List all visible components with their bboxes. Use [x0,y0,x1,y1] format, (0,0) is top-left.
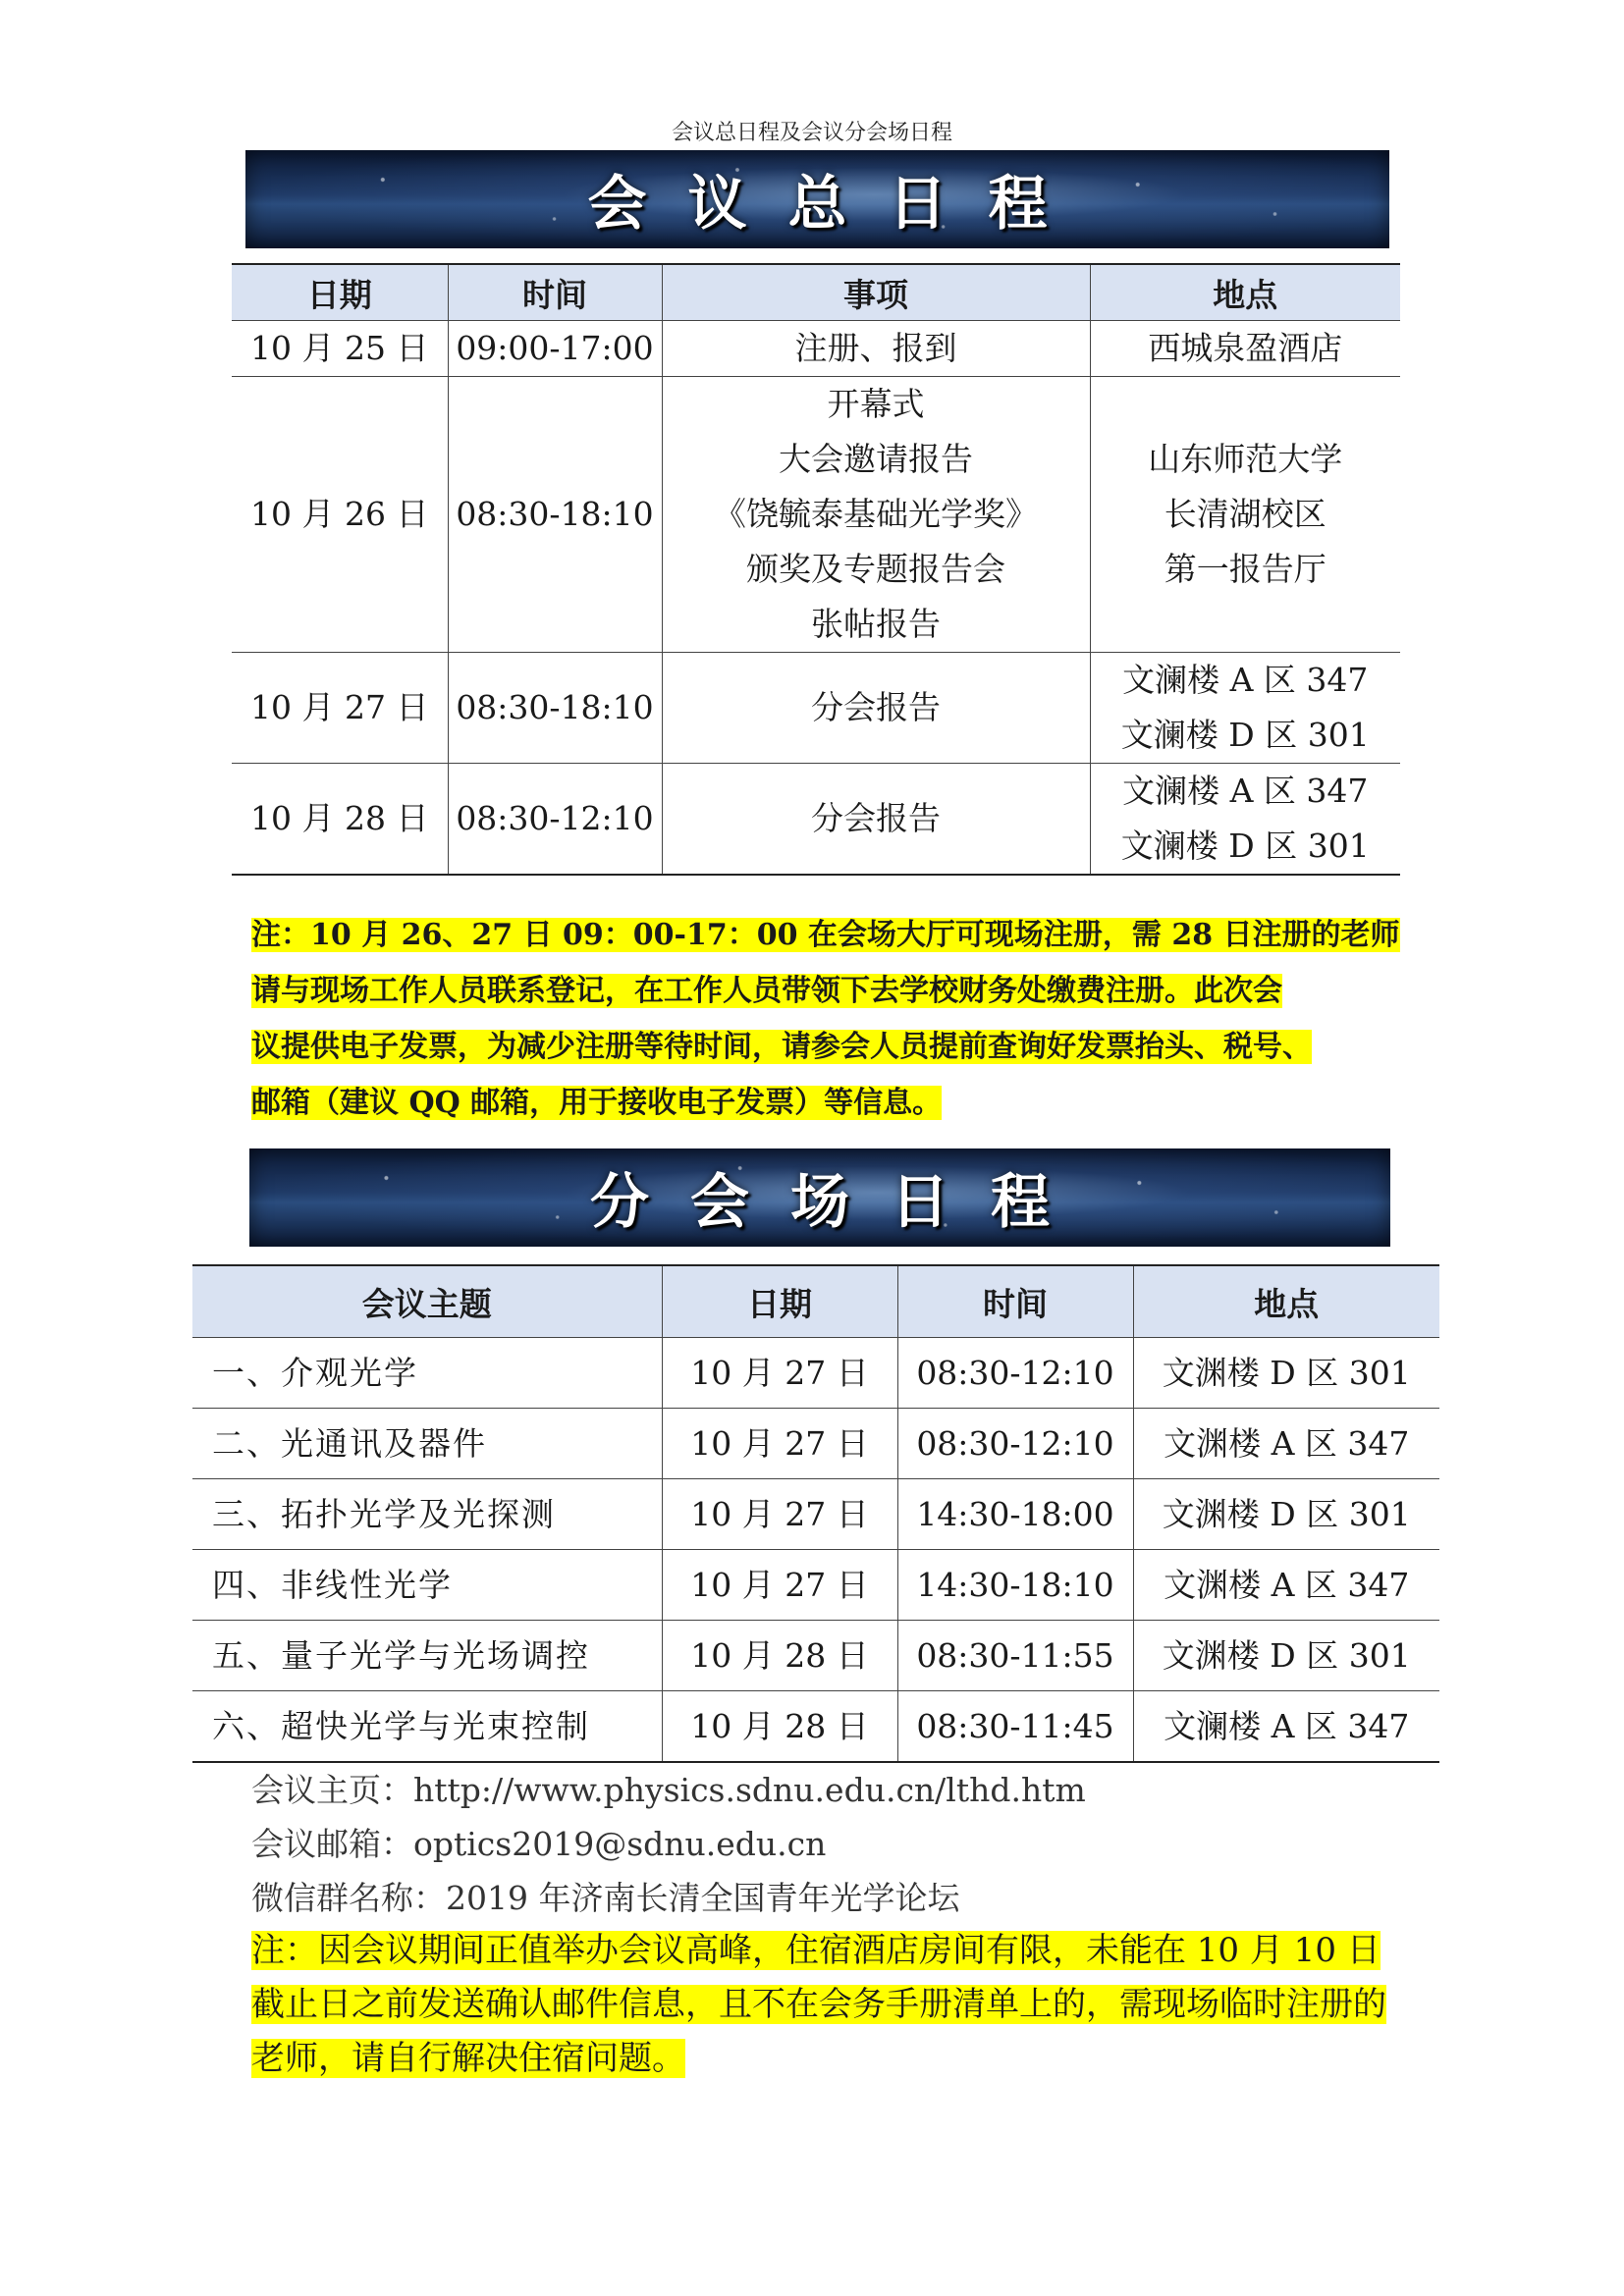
location-line: 文澜楼 D 区 301 [1120,827,1370,865]
column-header: 地点 [1133,1265,1439,1338]
location-line: 长清湖校区 [1164,495,1326,533]
column-header: 日期 [662,1265,897,1338]
location-line: 第一报告厅 [1164,550,1326,588]
homepage-line: 会议主页：http://www.physics.sdnu.edu.cn/lthd.htm [251,1771,1086,1809]
event-line: 张帖报告 [811,605,941,643]
banner-session-schedule [249,1148,1390,1247]
topic-cell: 四、非线性光学 [192,1550,662,1621]
note-text: 注：因会议期间正值举办会议高峰，住宿酒店房间有限，未能在 10 月 10 日截止日之前发送确认邮件信息，且不在会务手册清单上的，需现场临时注册的老师，请自行解决住宿问题。 [251,1931,1386,2078]
email-line: 会议邮箱：optics2019@sdnu.edu.cn [251,1825,827,1863]
column-header: 时间 [897,1265,1133,1338]
banner-title: 分会场日程 [590,1168,1091,1237]
time-cell: 14:30-18:10 [897,1550,1133,1621]
location-cell [1090,653,1400,764]
topic-cell: 六、超快光学与光束控制 [192,1691,662,1763]
table-header-row [232,264,1400,321]
table-row [192,1550,1439,1621]
location-line: 文澜楼 A 区 347 [1122,661,1369,699]
location-cell: 文渊楼 D 区 301 [1133,1621,1439,1691]
date-cell: 10 月 28 日 [662,1621,897,1691]
location-line: 西城泉盈酒店 [1148,329,1343,367]
date-cell: 10 月 27 日 [662,1409,897,1479]
date-cell: 10 月 27 日 [662,1550,897,1621]
table-row [232,764,1400,876]
location-line: 文澜楼 A 区 347 [1122,772,1369,810]
date-cell: 10 月 25 日 [232,321,448,377]
event-line: 分会报告 [811,799,941,837]
table-row [232,653,1400,764]
table-row [192,1621,1439,1691]
column-header: 日期 [232,264,448,321]
event-cell [662,321,1090,377]
event-cell [662,377,1090,653]
date-cell: 10 月 28 日 [662,1691,897,1763]
time-cell: 08:30-18:10 [448,377,662,653]
date-cell: 10 月 28 日 [232,764,448,876]
location-cell: 文渊楼 D 区 301 [1133,1338,1439,1409]
banner-title: 会议总日程 [587,170,1089,239]
note-line: 注：10 月 26、27 日 09：00-17：00 在会场大厅可现场注册，需 28 日注册的老师 [251,918,1400,952]
column-header: 时间 [448,264,662,321]
table-header-row [192,1265,1439,1338]
table-row [192,1479,1439,1550]
event-line: 《饶毓泰基础光学奖》 [714,495,1038,533]
location-cell [1090,377,1400,653]
time-cell: 08:30-18:10 [448,653,662,764]
event-line: 大会邀请报告 [779,440,973,478]
event-line: 分会报告 [811,688,941,726]
conference-info [251,1763,1086,1925]
location-line: 山东师范大学 [1148,440,1343,478]
registration-note [251,907,1400,1131]
table-row [192,1691,1439,1763]
time-cell: 08:30-12:10 [448,764,662,876]
topic-cell: 三、拓扑光学及光探测 [192,1479,662,1550]
time-cell: 09:00-17:00 [448,321,662,377]
running-header: 会议总日程及会议分会场日程 [671,121,952,145]
accommodation-note [251,1924,1390,2086]
column-header: 会议主题 [192,1265,662,1338]
table-row [192,1409,1439,1479]
column-header: 地点 [1090,264,1400,321]
event-cell [662,764,1090,876]
time-cell: 14:30-18:00 [897,1479,1133,1550]
location-line: 文澜楼 D 区 301 [1120,716,1370,754]
time-cell: 08:30-12:10 [897,1338,1133,1409]
overall-schedule-table [232,263,1400,876]
date-cell: 10 月 27 日 [662,1479,897,1550]
time-cell: 08:30-12:10 [897,1409,1133,1479]
date-cell: 10 月 27 日 [662,1338,897,1409]
event-line: 开幕式 [827,385,925,423]
table-row [232,377,1400,653]
location-cell: 文澜楼 A 区 347 [1133,1691,1439,1763]
date-cell: 10 月 27 日 [232,653,448,764]
location-cell: 文渊楼 A 区 347 [1133,1409,1439,1479]
table-row [192,1338,1439,1409]
wechat-line: 微信群名称：2019 年济南长清全国青年光学论坛 [251,1879,960,1917]
banner-overall-schedule [245,150,1389,248]
note-line: 请与现场工作人员联系登记，在工作人员带领下去学校财务处缴费注册。此次会 [251,974,1282,1008]
time-cell: 08:30-11:55 [897,1621,1133,1691]
location-cell: 文渊楼 A 区 347 [1133,1550,1439,1621]
time-cell: 08:30-11:45 [897,1691,1133,1763]
event-cell [662,653,1090,764]
note-line: 邮箱（建议 QQ 邮箱，用于接收电子发票）等信息。 [251,1086,943,1120]
event-line: 注册、报到 [794,329,957,367]
column-header: 事项 [662,264,1090,321]
session-schedule-table [192,1264,1439,1763]
location-cell [1090,321,1400,377]
event-line: 颁奖及专题报告会 [746,550,1005,588]
location-cell: 文渊楼 D 区 301 [1133,1479,1439,1550]
topic-cell: 五、量子光学与光场调控 [192,1621,662,1691]
table-row [232,321,1400,377]
note-line: 议提供电子发票，为减少注册等待时间，请参会人员提前查询好发票抬头、税号、 [251,1030,1312,1064]
topic-cell: 一、介观光学 [192,1338,662,1409]
date-cell: 10 月 26 日 [232,377,448,653]
location-cell [1090,764,1400,876]
topic-cell: 二、光通讯及器件 [192,1409,662,1479]
